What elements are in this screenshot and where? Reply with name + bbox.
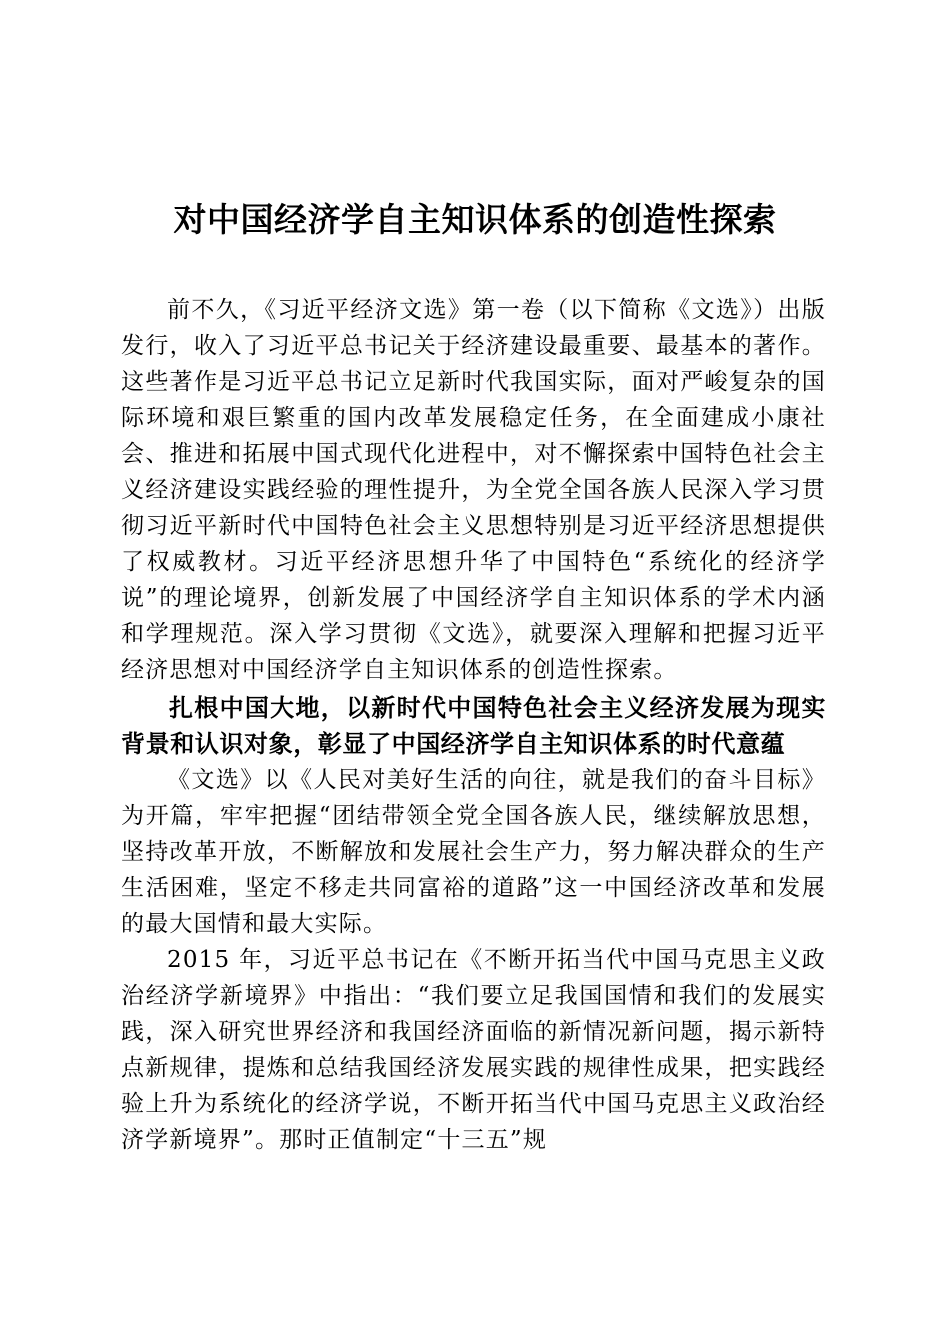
section-paragraph-1: 《文选》以《人民对美好生活的向往，就是我们的奋斗目标》为开篇，牢牢把握“团结带领全党全国各族人民，继续解放思想，坚持改革开放，不断解放和发展社会生产力，努力解决群众的生产生活困难，坚定不移走共同富裕的道路”这一中国经济改革和发展的最大国情和最大实际。 [121, 767, 826, 937]
section-heading: 扎根中国大地，以新时代中国特色社会主义经济发展为现实背景和认识对象，彰显了中国经济学自主知识体系的时代意蕴 [121, 694, 826, 758]
document-body [121, 292, 826, 1158]
intro-paragraph: 前不久，《习近平经济文选》第一卷（以下简称《文选》）出版发行，收入了习近平总书记关于经济建设最重要、最基本的著作。这些著作是习近平总书记立足新时代我国实际，面对严峻复杂的国际环境和艰巨繁重的国内改革发展稳定任务，在全面建成小康社会、推进和拓展中国式现代化进程中，对不懈探索中国特色社会主义经济建设实践经验的理性提升，为全党全国各族人民深入学习贯彻习近平新时代中国特色社会主义思想特别是习近平经济思想提供了权威教材。习近平经济思想升华了中国特色“系统化的经济学说”的理论境界，创新发展了中国经济学自主知识体系的学术内涵和学理规范。深入学习贯彻《文选》，就要深入理解和把握习近平经济思想对中国经济学自主知识体系的创造性探索。 [121, 297, 826, 683]
document-title: 对中国经济学自主知识体系的创造性探索 [173, 200, 777, 239]
section-paragraph-2: 2015 年，习近平总书记在《不断开拓当代中国马克思主义政治经济学新境界》中指出：“我们要立足我国国情和我们的发展实践，深入研究世界经济和我国经济面临的新情况新问题，揭示新特点新规律，提炼和总结我国经济发展实践的规律性成果，把实践经验上升为系统化的经济学说，不断开拓当代中国马克思主义政治经济学新境界”。那时正值制定“十三五”规 [121, 947, 826, 1153]
